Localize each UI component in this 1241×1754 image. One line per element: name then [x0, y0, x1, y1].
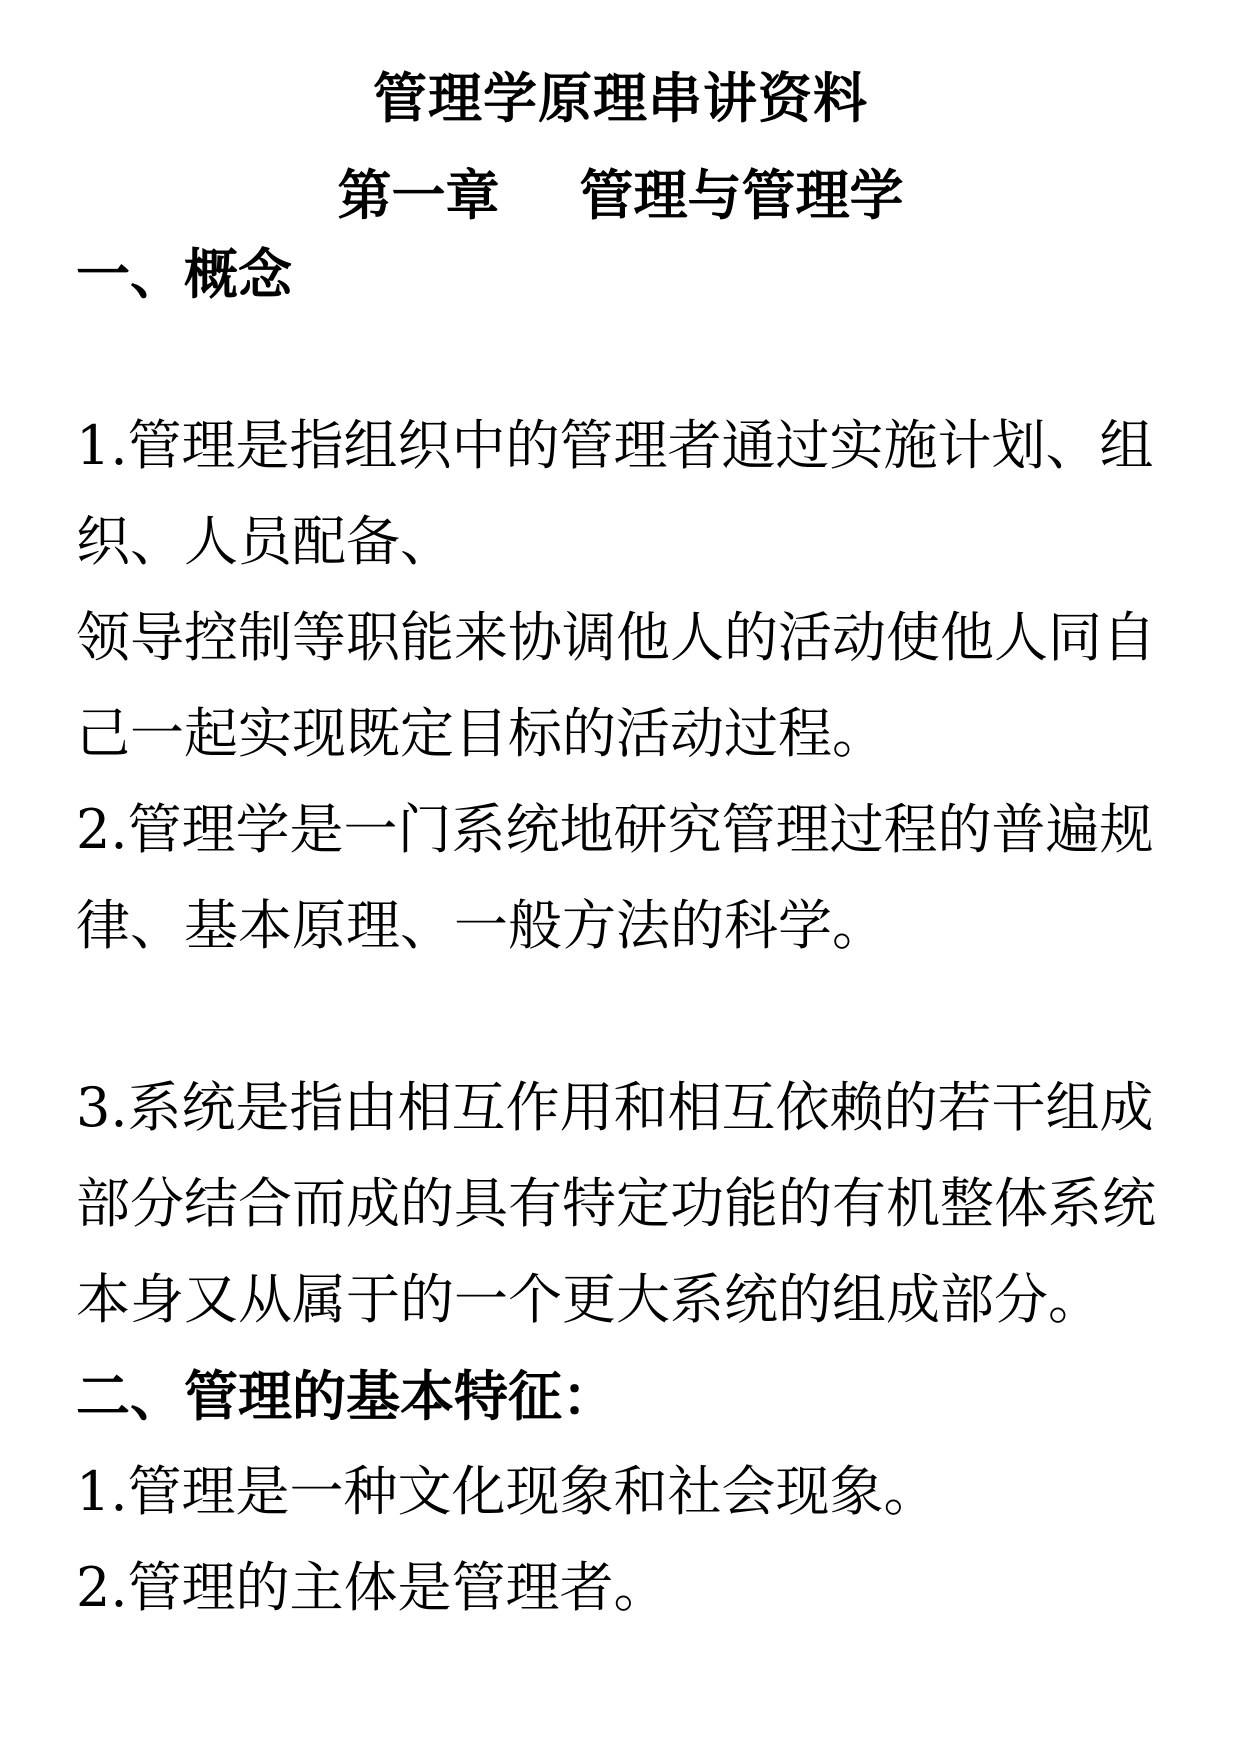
feature-line: 2.管理的主体是管理者。: [76, 1556, 668, 1619]
section1-heading: 一、概念: [76, 242, 292, 306]
chapter-label: 第一章: [337, 163, 500, 227]
concept3-paragraph: [76, 1060, 1176, 1348]
concept1-paragraph: [76, 398, 1176, 782]
section1-block: [76, 226, 1176, 322]
paragraph-line: 2.管理学是一门系统地研究管理过程的普遍规: [76, 798, 1154, 861]
feature-line: 1.管理是一种文化现象和社会现象。: [76, 1460, 938, 1523]
paragraph-line: 律、基本原理、一般方法的科学。: [76, 894, 886, 957]
paragraph-line: 己一起实现既定目标的活动过程。: [76, 702, 886, 765]
chapter-title: 管理与管理学: [579, 163, 904, 227]
concept2-paragraph: [76, 782, 1176, 974]
section2-block: [76, 1348, 1176, 1636]
document-title: 管理学原理串讲资料: [373, 66, 868, 130]
paragraph-line: 本身又从属于的一个更大系统的组成部分。: [76, 1268, 1102, 1331]
section2-heading: 二、管理的基本特征：: [76, 1364, 616, 1428]
paragraph-line: 领导控制等职能来协调他人的活动使他人同自: [76, 606, 1156, 669]
paragraph-line: 3.系统是指由相互作用和相互依赖的若干组成: [76, 1076, 1154, 1139]
paragraph-line: 1.管理是指组织中的管理者通过实施计划、组: [76, 414, 1154, 477]
paragraph-line: 部分结合而成的具有特定功能的有机整体系统: [76, 1172, 1156, 1235]
paragraph-line: 织、人员配备、: [76, 510, 454, 573]
chapter-heading: [0, 165, 1241, 225]
